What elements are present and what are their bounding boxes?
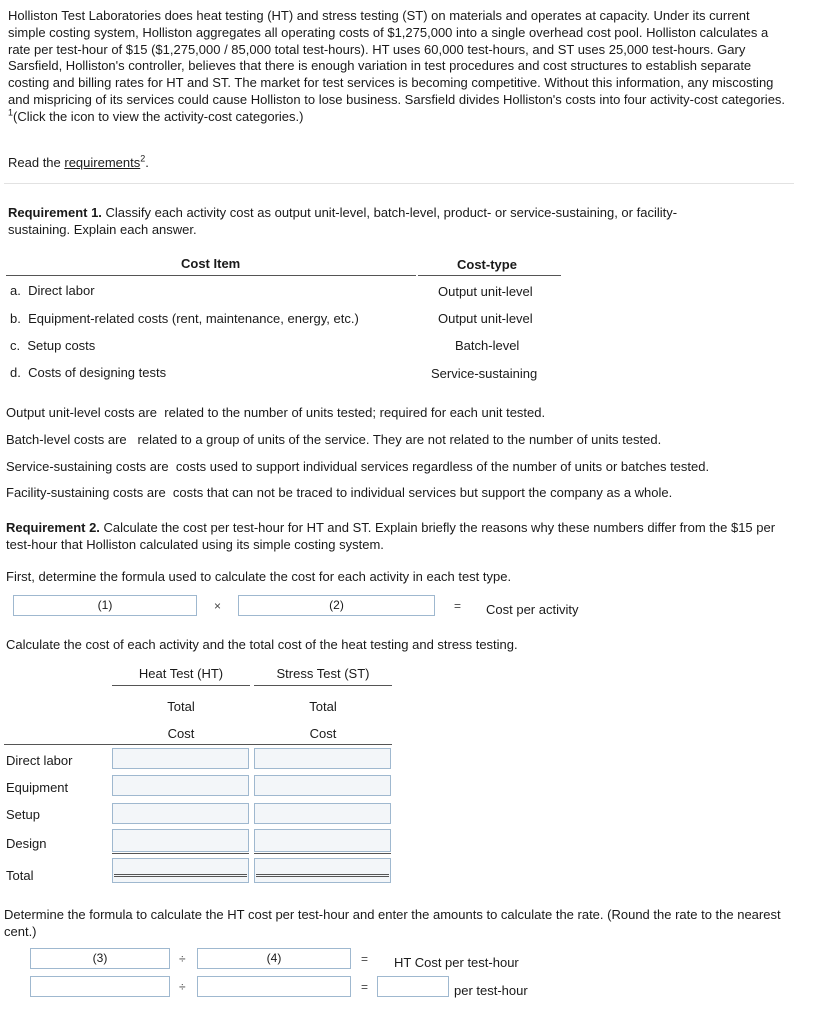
cost-type-b[interactable]: Output unit-level bbox=[438, 311, 533, 326]
section-divider bbox=[4, 183, 794, 184]
footnote-mark: 1 bbox=[8, 107, 14, 118]
st-equipment-input[interactable] bbox=[254, 775, 391, 796]
ht-header-rule bbox=[112, 685, 250, 686]
activity-total: Total bbox=[6, 868, 34, 883]
ht-total-double-rule bbox=[114, 874, 247, 877]
cost-row-b bbox=[10, 311, 359, 326]
cost-type-a[interactable]: Output unit-level bbox=[438, 284, 533, 299]
ht-subtotal-rule bbox=[112, 853, 249, 854]
activity-design: Design bbox=[6, 836, 47, 851]
header-rule-type bbox=[418, 275, 561, 276]
multiply-operator: × bbox=[214, 599, 222, 613]
explanation-desc[interactable]: costs used to support individual services regardless of the number of units or batches tested. bbox=[175, 459, 710, 474]
formula-intro: First, determine the formula used to calculate the cost for each activity in each test type. bbox=[6, 569, 512, 584]
cost-row-c bbox=[10, 338, 95, 353]
activity-direct-labor: Direct labor bbox=[6, 753, 73, 768]
requirement-1-text bbox=[8, 204, 728, 238]
explanation-term: Batch-level costs are bbox=[6, 432, 127, 447]
st-cost-label: Cost bbox=[309, 726, 337, 741]
table-header-rule bbox=[4, 744, 392, 745]
st-header-rule bbox=[254, 685, 392, 686]
row-letter: b. bbox=[10, 311, 21, 326]
cost-type-d[interactable]: Service-sustaining bbox=[431, 366, 538, 381]
explanation-term: Facility-sustaining costs are bbox=[6, 485, 166, 500]
requirements-mark: 2 bbox=[140, 153, 146, 164]
formula-result: Cost per activity bbox=[486, 602, 579, 617]
equals-operator: = bbox=[454, 599, 462, 613]
ht-total-label: Total bbox=[167, 699, 195, 714]
ht-header-label: Heat Test (HT) bbox=[138, 666, 224, 681]
st-setup-input[interactable] bbox=[254, 803, 391, 824]
rate-input-4[interactable]: (4) bbox=[197, 948, 351, 969]
per-test-hour-label: per test-hour bbox=[454, 983, 528, 998]
cost-row-a bbox=[10, 283, 95, 298]
ht-cost-label: Cost bbox=[167, 726, 195, 741]
requirement-1-body: Classify each activity cost as output unit-level, batch-level, product- or service-sustaining, or facility-sustaining. Explain each answer. bbox=[8, 205, 678, 237]
row-letter: c. bbox=[10, 338, 21, 353]
row-letter: a. bbox=[10, 283, 21, 298]
ht-setup-input[interactable] bbox=[112, 803, 249, 824]
rate-intro: Determine the formula to calculate the HT cost per test-hour and enter the amounts to calculate the rate. (Round the rate to the nearest cent.) bbox=[4, 907, 781, 939]
divide-operator: ÷ bbox=[179, 980, 186, 994]
ht-equipment-input[interactable] bbox=[112, 775, 249, 796]
ht-header bbox=[112, 666, 250, 684]
ht-direct-labor-input[interactable] bbox=[112, 748, 249, 769]
read-suffix: . bbox=[145, 155, 149, 170]
explanation-desc[interactable]: related to a group of units of the service. They are not related to the number of units tested. bbox=[137, 432, 662, 447]
requirement-2-label: Requirement 2. bbox=[6, 520, 100, 535]
requirement-1-label: Requirement 1. bbox=[8, 205, 102, 220]
requirement-2-body: Calculate the cost per test-hour for HT and ST. Explain briefly the reasons why these numbers differ from the $15 per test-hour that Holliston calculated using its simple costing system. bbox=[6, 520, 776, 552]
explanation-term: Output unit-level costs are bbox=[6, 405, 158, 420]
ht-design-input[interactable] bbox=[112, 829, 249, 852]
problem-intro bbox=[8, 8, 788, 126]
rate-input-3[interactable]: (3) bbox=[30, 948, 170, 969]
st-design-input[interactable] bbox=[254, 829, 391, 852]
cost-type-c[interactable]: Batch-level bbox=[455, 338, 520, 353]
calc-intro: Calculate the cost of each activity and the total cost of the heat testing and stress testing. bbox=[6, 637, 518, 652]
explanation-batch bbox=[6, 432, 661, 447]
st-total-input[interactable] bbox=[254, 858, 391, 883]
explanation-facility bbox=[6, 485, 672, 500]
activity-cost-note[interactable] bbox=[8, 109, 788, 126]
rate-equals-operator: = bbox=[361, 980, 369, 994]
explanation-output-unit bbox=[6, 405, 545, 420]
activity-equipment: Equipment bbox=[6, 780, 69, 795]
rate-numerator-input[interactable] bbox=[30, 976, 170, 997]
ht-rate-input[interactable] bbox=[377, 976, 449, 997]
st-total-label: Total bbox=[309, 699, 337, 714]
rate-denominator-input[interactable] bbox=[197, 976, 351, 997]
read-requirements bbox=[8, 155, 149, 170]
explanation-desc[interactable]: related to the number of units tested; required for each unit tested. bbox=[164, 405, 546, 420]
ht-total-input[interactable] bbox=[112, 858, 249, 883]
header-rule-item bbox=[6, 275, 416, 276]
formula-input-2[interactable]: (2) bbox=[238, 595, 435, 616]
row-item: Costs of designing tests bbox=[28, 365, 167, 380]
st-header-label: Stress Test (ST) bbox=[276, 666, 370, 681]
col-cost-type: Cost-type bbox=[457, 257, 517, 272]
st-header bbox=[254, 666, 392, 681]
row-letter: d. bbox=[10, 365, 21, 380]
st-direct-labor-input[interactable] bbox=[254, 748, 391, 769]
row-item: Equipment-related costs (rent, maintenance, energy, etc.) bbox=[28, 311, 359, 326]
rate-result-label: HT Cost per test-hour bbox=[394, 955, 519, 970]
divide-operator: ÷ bbox=[179, 952, 186, 966]
cost-row-d bbox=[10, 365, 166, 380]
row-item: Setup costs bbox=[27, 338, 96, 353]
explanation-service bbox=[6, 459, 709, 474]
activity-setup: Setup bbox=[6, 807, 40, 822]
requirement-2-text bbox=[6, 519, 786, 553]
st-subtotal-rule bbox=[254, 853, 391, 854]
col-cost-item: Cost Item bbox=[181, 256, 241, 271]
row-item: Direct labor bbox=[28, 283, 95, 298]
read-prefix: Read the bbox=[8, 155, 65, 170]
requirements-link[interactable]: requirements bbox=[64, 155, 141, 170]
footnote-text[interactable]: (Click the icon to view the activity-cost categories.) bbox=[13, 108, 304, 124]
explanation-term: Service-sustaining costs are bbox=[6, 459, 169, 474]
st-total-double-rule bbox=[256, 874, 389, 877]
intro-paragraph: Holliston Test Laboratories does heat testing (HT) and stress testing (ST) on materials and operates at capacity. Under its current simple costing system, Holliston aggregates all operating costs of $1,275,000 into a single overhead cost pool. Holliston calculates a rate per test-hour of $15 ($1,275,000 / 85,000 total test-hours). HT uses 60,000 test-hours, and ST uses 25,000 test-hours. Gary Sarsfield, Holliston's controller, believes that there is enough variation in test procedures and cost structures to establish separate costing and billing rates for HT and ST. The market for test services is becoming competitive. Without this information, any miscosting and mispricing of its services could cause Holliston to lose business. Sarsfield divides Holliston's costs into four activity-cost categories. bbox=[8, 8, 786, 107]
explanation-desc[interactable]: costs that can not be traced to individual services but support the company as a whole. bbox=[172, 485, 673, 500]
formula-input-1[interactable]: (1) bbox=[13, 595, 197, 616]
rate-equals-operator: = bbox=[361, 952, 369, 966]
